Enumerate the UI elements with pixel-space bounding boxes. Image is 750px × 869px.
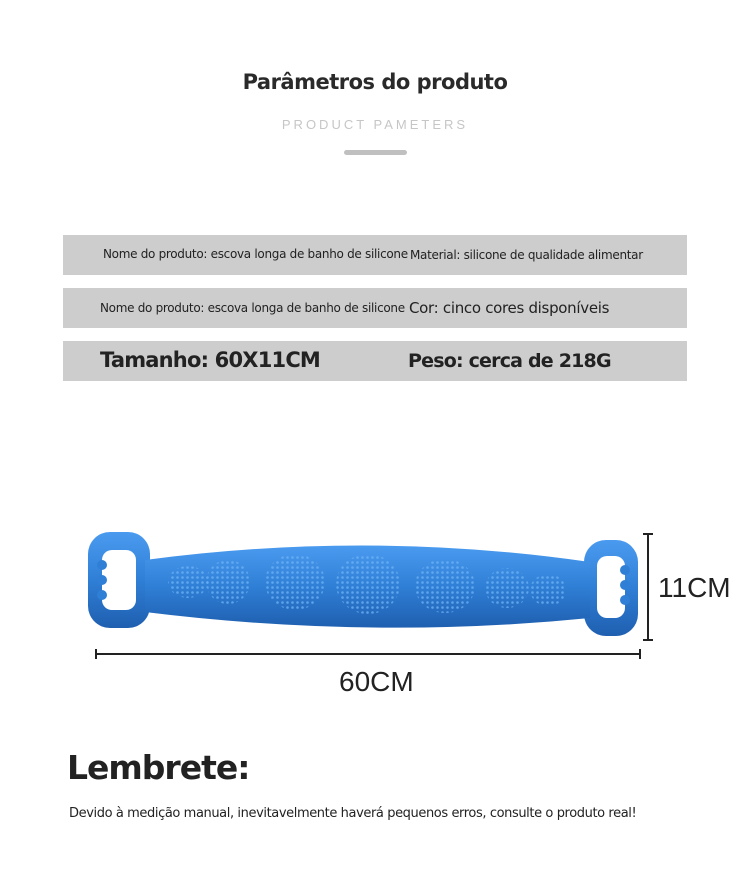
width-label: 11CM (658, 572, 731, 603)
spec-color: Cor: cinco cores disponíveis (409, 299, 610, 317)
spec-product-name: Nome do produto: escova longa de banho de silicone (103, 247, 408, 261)
length-label: 60CM (339, 666, 414, 697)
spec-weight: Peso: cerca de 218G (408, 350, 611, 372)
spec-row (63, 235, 687, 275)
spec-row (63, 288, 687, 328)
reminder-title: Lembrete: (67, 748, 250, 787)
page-subtitle: PRODUCT PAMETERS (281, 117, 469, 132)
product-image (0, 520, 750, 670)
title-divider (344, 150, 407, 155)
spec-material: Material: silicone de qualidade alimentar (410, 248, 643, 262)
spec-product-name: Nome do produto: escova longa de banho de silicone (100, 301, 405, 315)
spec-row (63, 341, 687, 381)
reminder-text: Devido à medição manual, inevitavelmente haverá pequenos erros, consulte o produto real! (69, 806, 637, 821)
spec-size: Tamanho: 60X11CM (100, 348, 321, 372)
page-title: Parâmetros do produto (242, 70, 508, 94)
